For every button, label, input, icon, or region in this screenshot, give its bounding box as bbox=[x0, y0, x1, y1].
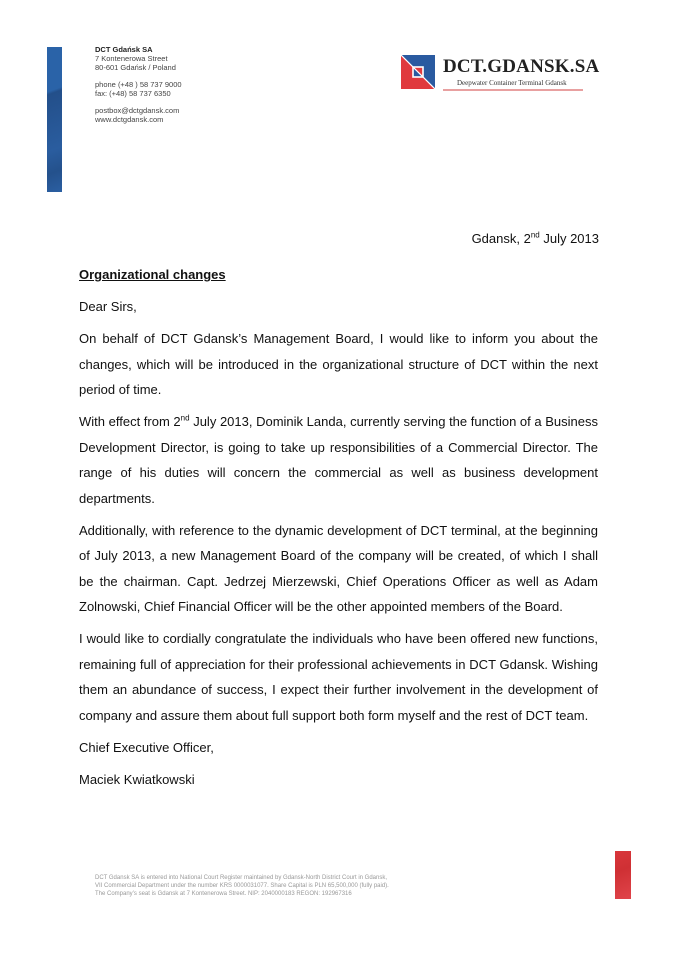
company-logo bbox=[401, 55, 600, 93]
letter-subject: Organizational changes bbox=[79, 267, 226, 282]
letterhead-blue-bar bbox=[47, 47, 62, 192]
sender-website: www.dctgdansk.com bbox=[95, 115, 164, 124]
sender-address-line2: 80-601 Gdańsk / Poland bbox=[95, 63, 176, 72]
sender-address-block bbox=[95, 45, 182, 124]
logo-wordmark: DCT.GDANSK.SA bbox=[443, 56, 600, 77]
dct-logo-icon bbox=[401, 55, 435, 89]
letter-salutation: Dear Sirs, bbox=[79, 299, 137, 314]
sender-address-line1: 7 Kontenerowa Street bbox=[95, 54, 168, 63]
logo-subtitle: Deepwater Container Terminal Gdansk bbox=[457, 79, 567, 87]
letter-body bbox=[79, 262, 598, 799]
letter-paragraph-4: I would like to cordially congratulate the individuals who have been offered new functions, remaining full of appreciation for their professional achievements in DCT Gdansk. Wishing them an abundance of success, I expect their further involvement in the development of company and assure them about full support both form myself and the rest of DCT team. bbox=[79, 631, 598, 723]
footer-red-bar bbox=[615, 851, 631, 899]
legal-footer bbox=[95, 874, 475, 898]
sender-company-name: DCT Gdańsk SA bbox=[95, 45, 153, 54]
sender-fax: fax: (+48) 58 737 6350 bbox=[95, 89, 171, 98]
letter-paragraph-3: Additionally, with reference to the dynamic development of DCT terminal, at the beginning of July 2013, a new Management Board of the company will be created, of which I shall be the chairman. Capt. Jedrzej Mierzewski, Chief Operations Officer as well as Adam Zolnowski, Chief Financial Officer will be the other appointed members of the Board. bbox=[79, 522, 598, 614]
letter-signatory: Maciek Kwiatkowski bbox=[79, 771, 195, 787]
footer-line-2: VII Commercial Department under the number KRS 0000031077. Share Capital is PLN 65,500,000 (fully paid). bbox=[95, 883, 389, 889]
sender-phone: phone (+48 ) 58 737 9000 bbox=[95, 80, 182, 89]
footer-line-1: DCT Gdansk SA is entered into National Court Register maintained by Gdansk-North District Court in Gdansk, bbox=[95, 875, 388, 881]
letter-paragraph-2: With effect from 2nd July 2013, Dominik Landa, currently serving the function of a Business Development Director, is going to take up responsibilities of a Commercial Director. The range of his duties will concern the commercial as well as business development departments. bbox=[79, 413, 598, 506]
logo-underline bbox=[443, 89, 583, 91]
letter-paragraph-1: On behalf of DCT Gdansk’s Management Board, I would like to inform you about the changes, which will be introduced in the organizational structure of DCT within the next period of time. bbox=[79, 331, 598, 397]
letter-date: Gdansk, 2nd July 2013 bbox=[471, 230, 599, 246]
sender-email: postbox@dctgdansk.com bbox=[95, 106, 180, 115]
letter-closing-title: Chief Executive Officer, bbox=[79, 739, 214, 755]
footer-line-3: The Company’s seat is Gdansk at 7 Kontenerowa Street. NIP: 2040000183 REGON: 192967316 bbox=[95, 891, 352, 897]
